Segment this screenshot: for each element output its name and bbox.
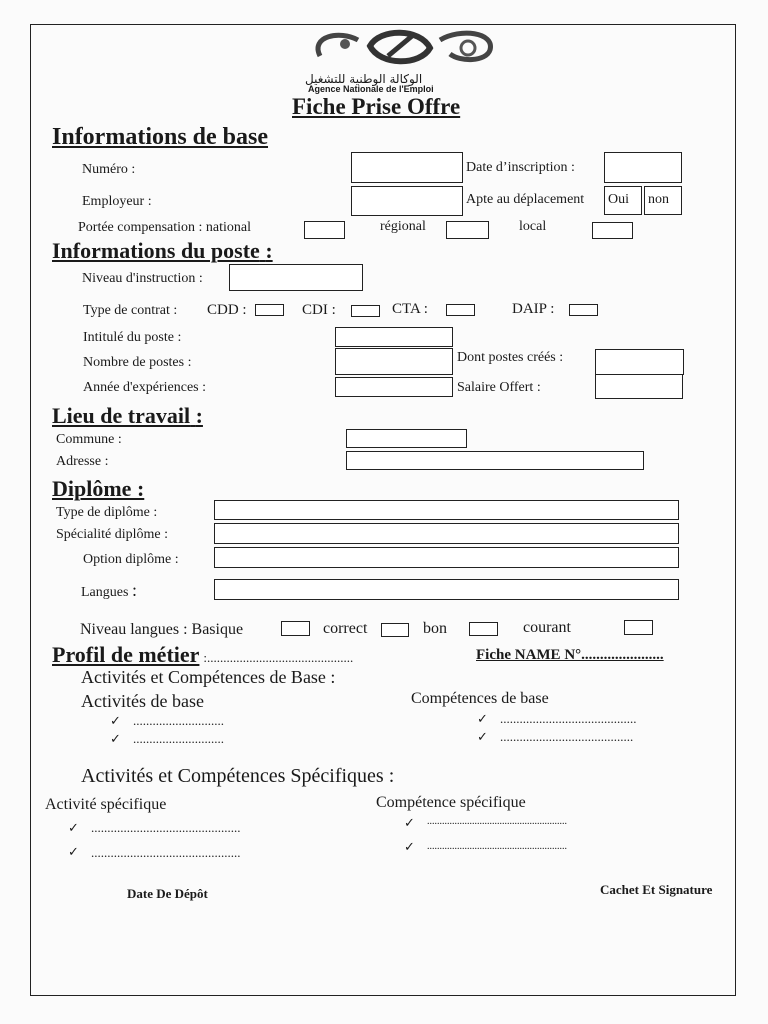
- section-heading-poste: Informations du poste :: [52, 238, 273, 263]
- section-heading-profil: Profil de métier :.............................................: [52, 642, 354, 667]
- date-depot-label: Date De Dépôt: [127, 886, 208, 901]
- label-bon: bon: [423, 620, 447, 637]
- label-date-inscription: Date d’inscription :: [466, 160, 575, 175]
- label-specialite-diplome: Spécialité diplôme :: [56, 527, 168, 542]
- check-icon: ✓: [68, 844, 79, 859]
- competence-base-line-1[interactable]: ..........................................: [500, 711, 637, 726]
- regional-checkbox[interactable]: [446, 221, 489, 239]
- label-nombre-postes: Nombre de postes :: [83, 355, 192, 370]
- label-dont-postes: Dont postes créés :: [457, 350, 564, 365]
- check-icon: ✓: [404, 839, 415, 854]
- page-title: Fiche Prise Offre: [292, 94, 461, 119]
- competence-spec-label: Compétence spécifique: [376, 794, 526, 811]
- label-langues: Langues :: [81, 580, 137, 600]
- cdd-checkbox[interactable]: [255, 304, 284, 316]
- activite-spec-line-1[interactable]: ..............................................: [91, 820, 241, 835]
- intitule-field[interactable]: [335, 327, 453, 347]
- section-heading-lieu: Lieu de travail :: [52, 403, 203, 428]
- label-salaire: Salaire Offert :: [457, 380, 541, 395]
- label-type-diplome: Type de diplôme :: [56, 505, 158, 520]
- check-icon: ✓: [68, 820, 79, 835]
- label-niveau-instruction: Niveau d'instruction :: [82, 271, 203, 286]
- label-courant: courant: [523, 619, 571, 636]
- bon-checkbox[interactable]: [469, 622, 498, 636]
- label-intitule: Intitulé du poste :: [83, 330, 182, 345]
- check-icon: ✓: [110, 731, 121, 746]
- option-diplome-field[interactable]: [214, 547, 679, 568]
- correct-checkbox[interactable]: [381, 623, 409, 637]
- oui-label: Oui: [608, 192, 629, 207]
- type-diplome-field[interactable]: [214, 500, 679, 520]
- label-employeur: Employeur :: [82, 194, 152, 209]
- competence-spec-line-2[interactable]: ........................................................: [427, 841, 567, 852]
- label-type-contrat: Type de contrat :: [83, 303, 178, 318]
- activite-base-line-2[interactable]: ............................: [133, 731, 224, 746]
- daip-checkbox[interactable]: [569, 304, 598, 316]
- activite-spec-label: Activité spécifique: [45, 796, 167, 813]
- label-cta: CTA :: [392, 301, 428, 317]
- act-comp-base-heading: Activités et Compétences de Base :: [81, 667, 336, 687]
- commune-field[interactable]: [346, 429, 467, 448]
- label-regional: régional: [380, 219, 426, 234]
- specialite-diplome-field[interactable]: [214, 523, 679, 544]
- activite-base-line-1[interactable]: ............................: [133, 713, 224, 728]
- cta-checkbox[interactable]: [446, 304, 475, 316]
- label-numero: Numéro :: [82, 162, 136, 177]
- label-daip: DAIP :: [512, 301, 555, 317]
- logo-arabic-text: الوكالة الوطنية للتشغيل: [305, 72, 423, 86]
- check-icon: ✓: [477, 729, 488, 744]
- section-heading-base: Informations de base: [52, 124, 269, 150]
- check-icon: ✓: [404, 815, 415, 830]
- non-label: non: [648, 192, 669, 207]
- check-icon: ✓: [110, 713, 121, 728]
- apte-non-checkbox[interactable]: [644, 186, 682, 215]
- niveau-instruction-field[interactable]: [229, 264, 363, 291]
- act-comp-spec-heading: Activités et Compétences Spécifiques :: [81, 765, 395, 787]
- agency-logo-icon: [300, 26, 508, 70]
- activite-spec-line-2[interactable]: ..............................................: [91, 845, 241, 860]
- fiche-name-number: Fiche NAME N°......................: [476, 647, 664, 663]
- local-checkbox[interactable]: [592, 222, 633, 239]
- logo-french-text: Agence Nationale de l'Emploi: [308, 84, 434, 94]
- label-cdd: CDD :: [207, 302, 247, 318]
- numero-field[interactable]: [351, 152, 463, 183]
- nombre-postes-field[interactable]: [335, 348, 453, 375]
- competence-base-line-2[interactable]: .........................................: [500, 729, 634, 744]
- annee-experiences-field[interactable]: [335, 377, 453, 397]
- competence-spec-line-1[interactable]: ........................................................: [427, 816, 567, 827]
- label-local: local: [519, 219, 547, 234]
- basique-checkbox[interactable]: [281, 621, 310, 636]
- apte-oui-checkbox[interactable]: [604, 186, 642, 215]
- cdi-checkbox[interactable]: [351, 305, 380, 317]
- cachet-signature-label: Cachet Et Signature: [600, 882, 713, 897]
- adresse-field[interactable]: [346, 451, 644, 470]
- date-inscription-field[interactable]: [604, 152, 682, 183]
- salaire-field[interactable]: [595, 374, 683, 399]
- activites-base-label: Activités de base: [81, 691, 204, 711]
- dont-postes-field[interactable]: [595, 349, 684, 375]
- national-checkbox[interactable]: [304, 221, 345, 239]
- label-commune: Commune :: [56, 432, 122, 447]
- label-adresse: Adresse :: [56, 454, 109, 469]
- label-cdi: CDI :: [302, 302, 336, 318]
- section-heading-diplome: Diplôme :: [52, 476, 145, 501]
- check-icon: ✓: [477, 711, 488, 726]
- label-portee: Portée compensation : national: [78, 220, 252, 235]
- courant-checkbox[interactable]: [624, 620, 653, 635]
- label-apte: Apte au déplacement: [466, 192, 585, 207]
- label-annee-experiences: Année d'expériences :: [83, 380, 207, 395]
- competences-base-label: Compétences de base: [411, 690, 549, 707]
- langues-field[interactable]: [214, 579, 679, 600]
- label-option-diplome: Option diplôme :: [83, 552, 179, 567]
- label-correct: correct: [323, 620, 368, 637]
- employeur-field[interactable]: [351, 186, 463, 216]
- label-niveau-langues: Niveau langues : Basique: [80, 621, 244, 638]
